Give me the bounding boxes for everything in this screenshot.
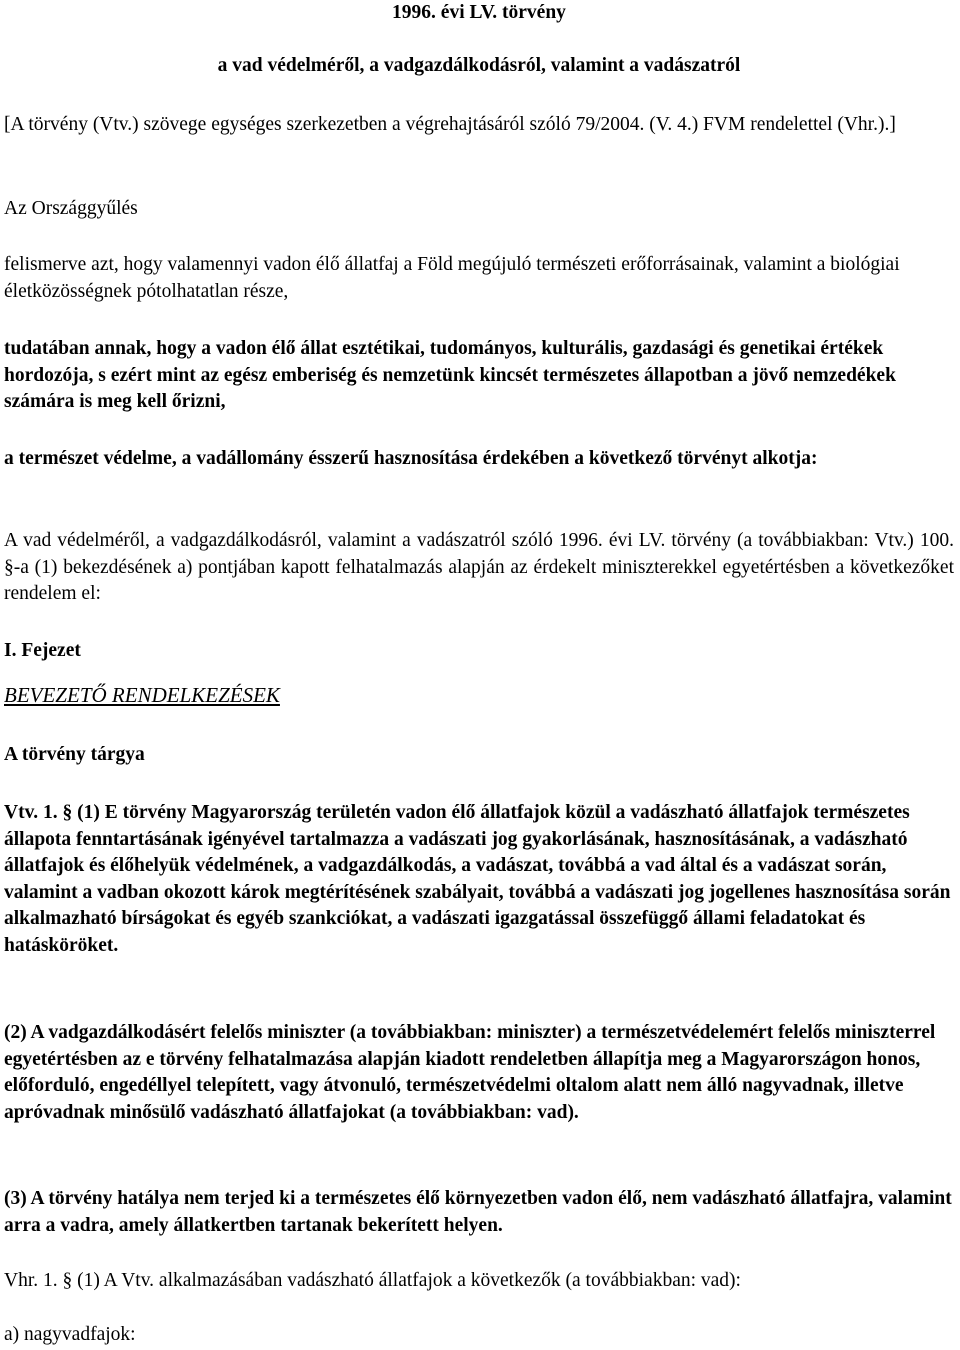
vhr-1-1: Vhr. 1. § (1) A Vtv. alkalmazásában vadászható állatfajok a következők (a továbbiakban: vad): (4, 1270, 741, 1291)
preamble-paragraph-3: a természet védelme, a vadállomány ésszerű hasznosítása érdekében a következő törvényt alkotja: (4, 448, 818, 469)
law-title: 1996. évi LV. törvény (392, 2, 566, 23)
preamble-paragraph-1: felismerve azt, hogy valamennyi vadon élő állatfaj a Föld megújuló természeti erőforrásainak, valamint a biológiai életközösségnek pótolhatatlan része, (4, 254, 900, 302)
section-title: A törvény tárgya (4, 744, 145, 765)
preamble-paragraph-2: tudatában annak, hogy a vadon élő állat esztétikai, tudományos, kulturális, gazdasági és genetikai értékek hordozója, s ezért mint az egész emberiség és nemzetünk kincsét természetes állapotban a jövő nemzedékek számára is meg kell őrizni, (4, 338, 896, 412)
vtv-1-1: Vtv. 1. § (1) E törvény Magyarország területén vadon élő állatfajok közül a vadászható állatfajok természetes állapota fenntartásának igényével tartalmazza a vadászati jog gyakorlásának, hasznosításának, a vadászható állatfajok és élőhelyük védelmének, a vadgazdálkodás, a vadászat, továbbá a vad által és a vadászat során, valamint a vadban okozott károk megtérítésének szabályait, továbbá a vadászati jog jogellenes hasznosítása során alkalmazható bírságokat és egyéb szankciókat, a vadászati igazgatással összefüggő állami feladatokat és hatásköröket. (4, 802, 951, 956)
preamble-assembly: Az Országgyűlés (4, 198, 138, 219)
item-a: a) nagyvadfajok: (4, 1324, 136, 1345)
chapter-title: BEVEZETŐ RENDELKEZÉSEK (4, 683, 280, 707)
decree-intro: A vad védelméről, a vadgazdálkodásról, valamint a vadászatról szóló 1996. évi LV. törvény (a továbbiakban: Vtv.) 100. §-a (1) bekezdésének a) pontjában kapott felhatalmazás alapján az érdekelt miniszterekkel egyetértésben a következőket rendelem el: (4, 530, 954, 604)
law-subtitle: a vad védelméről, a vadgazdálkodásról, valamint a vadászatról (217, 55, 741, 76)
consolidation-note: [A törvény (Vtv.) szövege egységes szerkezetben a végrehajtásáról szóló 79/2004. (V. 4.) FVM rendelettel (Vhr.).] (4, 114, 896, 135)
chapter-number: I. Fejezet (4, 640, 81, 661)
vtv-1-3: (3) A törvény hatálya nem terjed ki a természetes élő környezetben vadon élő, nem vadászható állatfajra, valamint arra a vadra, amely állatkertben tartanak bekerített helyen. (4, 1188, 952, 1236)
vtv-1-2: (2) A vadgazdálkodásért felelős miniszter (a továbbiakban: miniszter) a természetvédelemért felelős miniszterrel egyetértésben az e törvény felhatalmazása alapján kiadott rendeletben állapítja meg a Magyarországon honos, előforduló, engedéllyel telepített, vagy átvonuló, természetvédelmi oltalom alatt nem álló nagyvadnak, illetve apróvadnak minősülő vadászható állatfajokat (a továbbiakban: vad). (4, 1022, 936, 1123)
